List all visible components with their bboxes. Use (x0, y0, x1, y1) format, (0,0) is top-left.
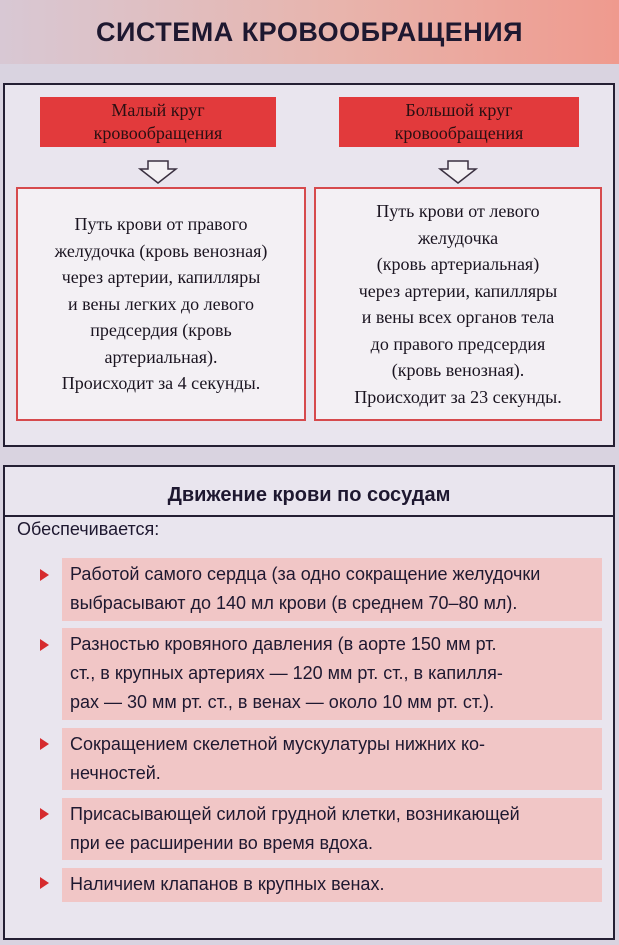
movement-item-heart (62, 558, 602, 621)
movement-item-pressure (62, 628, 602, 720)
text-line: желудочка (417, 227, 499, 248)
bullet-arrow-icon (40, 639, 49, 651)
movement-heading: Движение крови по сосудам (167, 484, 451, 506)
item-line: Наличием клапанов в крупных венах. (70, 874, 385, 894)
pulmonary-heading-line: кровообращения (93, 123, 223, 143)
page-title: СИСТЕМА КРОВООБРАЩЕНИЯ (95, 16, 524, 47)
item-line: нечностей. (70, 763, 161, 783)
title-bar (0, 0, 619, 64)
text-line: через артерии, капилляры (358, 280, 558, 301)
text-line: артериальная). (104, 346, 218, 367)
down-arrow-icon (138, 160, 178, 184)
item-line: ст., в крупных артериях — 120 мм рт. ст., в капилля- (70, 663, 503, 683)
text-line: и вены легких до левого (68, 293, 254, 314)
down-arrow-icon (438, 160, 478, 184)
text-line: Происходит за 23 секунды. (354, 386, 562, 407)
bullet-arrow-icon (40, 808, 49, 820)
item-line: рах — 30 мм рт. ст., в венах — около 10 мм рт. ст.). (70, 692, 495, 712)
item-line: выбрасывают до 140 мл крови (в среднем 70–80 мл). (70, 593, 518, 613)
systemic-heading-line: Большой круг (405, 100, 513, 120)
text-line: (кровь артериальная) (376, 254, 540, 274)
text-line: предсердия (кровь (90, 320, 232, 341)
systemic-circle-heading (339, 97, 579, 147)
text-line: Путь крови от правого (74, 214, 248, 235)
bullet-arrow-icon (40, 738, 49, 750)
text-line: до правого предсердия (370, 333, 546, 354)
text-line: желудочка (кровь венозная) (54, 240, 268, 261)
text-line: Путь крови от левого (376, 201, 540, 221)
text-line: через артерии, капилляры (61, 267, 261, 288)
text-line: Происходит за 4 секунды. (61, 373, 261, 394)
pulmonary-circle-heading (40, 97, 276, 147)
systemic-circle-description (314, 187, 602, 421)
movement-item-muscles (62, 728, 602, 790)
item-line: Разностью кровяного давления (в аорте 150 мм рт. (70, 634, 497, 654)
movement-item-valves (62, 868, 602, 902)
movement-intro: Обеспечивается: (17, 519, 160, 539)
bullet-arrow-icon (40, 877, 49, 889)
bullet-arrow-icon (40, 569, 49, 581)
pulmonary-heading-line: Малый круг (111, 100, 205, 120)
item-line: Присасывающей силой грудной клетки, возникающей (70, 804, 520, 824)
item-line: Сокращением скелетной мускулатуры нижних ко- (70, 734, 486, 754)
divider (3, 515, 615, 517)
pulmonary-circle-description (16, 187, 306, 421)
item-line: Работой самого сердца (за одно сокращение желудочки (70, 564, 541, 584)
text-line: (кровь венозная). (391, 360, 525, 380)
item-line: при ее расширении во время вдоха. (70, 833, 373, 853)
text-line: и вены всех органов тела (361, 307, 555, 327)
systemic-heading-line: кровообращения (394, 123, 524, 143)
movement-item-chest (62, 798, 602, 860)
